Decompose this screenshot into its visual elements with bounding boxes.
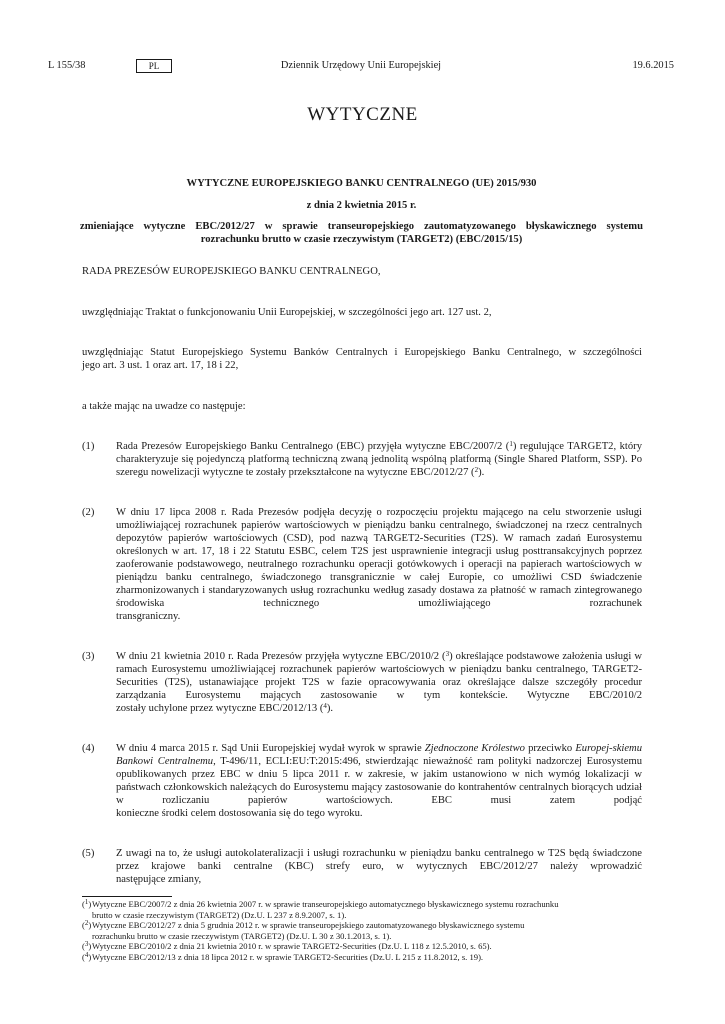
language-badge: PL [136,59,172,73]
journal-name: Dziennik Urzędowy Unii Europejskiej [280,60,442,71]
council-heading: RADA PREZESÓW EUROPEJSKIEGO BANKU CENTRALNEGO, [82,266,381,277]
citation-statute-line2: jego art. 3 ust. 1 oraz art. 17, 18 i 22, [82,360,239,371]
citation-statute-line1: uwzględniając Statut Europejskiego Systemu Banków Centralnych i Europejskiego Banku Centralnego, w szczególności [82,347,642,358]
footnote-divider [82,896,172,897]
act-title-block [80,176,643,246]
recital-text: Rada Prezesów Europejskiego Banku Centralnego (EBC) przyjęła wytyczne EBC/2007/2 ($^1$) regulujące TARGET2, który charakteryzuje się pojedynczą platformą techniczną zwaną jednolitą wspólną platformą (Single Shared Platform, SSP). Po szeregu nowelizacji wytyczne te zostały przekształcone na wytyczne EBC/2012/27 ($^2$). [116,440,642,478]
footnotes [82,899,644,962]
recital-number: (5) [82,848,95,859]
recital-text: W dniu 21 kwietnia 2010 r. Rada Prezesów przyjęła wytyczne EBC/2010/2 ($^3$) określające podstawowe założenia usługi w ramach Eurosystemu umożliwiającej rozrachunek papierów wartościowych w pieniądzu banku centralnego, TARGET2-Securities (T2S), ustanawiające projekt T2S w fazie opracowywania oraz określające dalsze szczegóły procedur zarządzania Eurosystemu mających zastosowanie w tym kontekście. Wytyczne EBC/2010/2 zostały uchylone przez wytyczne EBC/2012/13 ($^4$). [116,650,642,714]
page-reference: L 155/38 [48,60,86,71]
act-subject: zmieniające wytyczne EBC/2012/27 w sprawie transeuropejskiego zautomatyzowanego błyskawicznego systemu rozrachunku brutto w czasie rzeczywistym (TARGET2) (EBC/2015/15) [80,221,643,245]
section-title: WYTYCZNE [307,104,418,125]
recital-text: Z uwagi na to, że usługi autokolateralizacji i usługi rozrachunku w pieniądzu banku centralnego w T2S będą świadczone przez krajowe banki centralne (KBC) strefy euro, w wytycznych EBC/2012/27 należy wprowadzić następujące zmiany, [116,848,642,885]
recital-number: (3) [82,651,95,662]
citation-treaty: uwzględniając Traktat o funkcjonowaniu Unii Europejskiej, w szczególności jego art. 127 ust. 2, [82,307,492,318]
footnote-3: ($^3$) Wytyczne EBC/2010/2 z dnia 21 kwietnia 2010 r. w sprawie TARGET2-Securities (Dz.U. L 118 z 12.5.2010, s. 65). [82,940,492,951]
act-date: z dnia 2 kwietnia 2015 r. [306,200,417,211]
footnote-ref: 4 [323,702,327,710]
citation-statute [82,346,642,372]
act-title: WYTYCZNE EUROPEJSKIEGO BANKU CENTRALNEGO (UE) 2015/930 [186,178,537,189]
footnote-ref: 3 [445,650,450,658]
publication-date: 19.6.2015 [632,60,674,71]
recital-text: W dniu 4 marca 2015 r. Sąd Unii Europejskiej wydał wyrok w sprawie Zjednoczone Królestwo przeciwko Europej-skiemu Bankowi Centralnemu, T-496/11, ECLI:EU:T:2015:496, stwierdzając nieważność ram polityki nadzorczej Eurosystemu opublikowanych przez EBC w dniu 5 lipca 2011 r. w zakresie, w jakim ustanowiono w nich wymóg lokalizacji w państwach członkowskich należących do Eurosystemu mający zastosowanie do kontrahentów centralnych biorących udział w rozliczaniu papierów wartościowych. EBC musi zatem podjąć konieczne środki celem dostosowania się do tego wyroku. [116,743,642,819]
recital-number: (4) [82,743,95,754]
footnote-ref: 1 [509,440,513,448]
recital-number: (1) [82,441,95,452]
footnote-1: ($^1$) Wytyczne EBC/2007/2 z dnia 26 kwietnia 2007 r. w sprawie transeuropejskiego automatycznego błyskawicznego systemu rozrachunku brutto w czasie rzeczywistym (TARGET2) (Dz.U. L 237 z 8.9.2007, s. 1). [82,898,559,920]
journal-header [48,59,674,75]
recitals-intro: a także mając na uwadze co następuje: [82,401,246,412]
footnote-ref: 2 [474,466,479,474]
recital-number: (2) [82,507,95,518]
footnote-4: ($^4$) Wytyczne EBC/2012/13 z dnia 18 lipca 2012 r. w sprawie TARGET2-Securities (Dz.U. L 215 z 11.8.2012, s. 19). [82,950,484,962]
recital-text: W dniu 17 lipca 2008 r. Rada Prezesów podjęła decyzję o rozpoczęciu projektu mającego na celu stworzenie usługi umożliwiającej rozrachunek papierów wartościowych w pieniądzu banku centralnego, świadczonej na rzecz centralnych depozytów papierów wartościowych (CSD), pod nazwą TARGET2-Securities (T2S). W ramach zadań Eurosystemu określonych w art. 17, 18 i 22 Statutu ESBC, celem T2S jest usprawnienie integracji usług posttransakcyjnych poprzez zaoferowanie podstawowego, neutralnego rozrachunku operacji gotówkowych i operacji na papierach wartościowych w pieniądzu banku centralnego, świadczonego transgranicznie w całej Europie, co umożliwi CSD świadczenie zharmonizowanych i standaryzowanych usług rozrachunku według zasady dostawa za płatność w ramach zintegrowanego środowiska technicznego umożliwiającego rozrachunek transgraniczny. [116,507,642,622]
footnote-2: ($^2$) Wytyczne EBC/2012/27 z dnia 5 grudnia 2012 r. w sprawie transeuropejskiego zautomatyzowanego błyskawicznego systemu rozrachunku brutto w czasie rzeczywistym (TARGET2) (Dz.U. L 30 z 30.1.2013, s. 1). [82,919,525,941]
